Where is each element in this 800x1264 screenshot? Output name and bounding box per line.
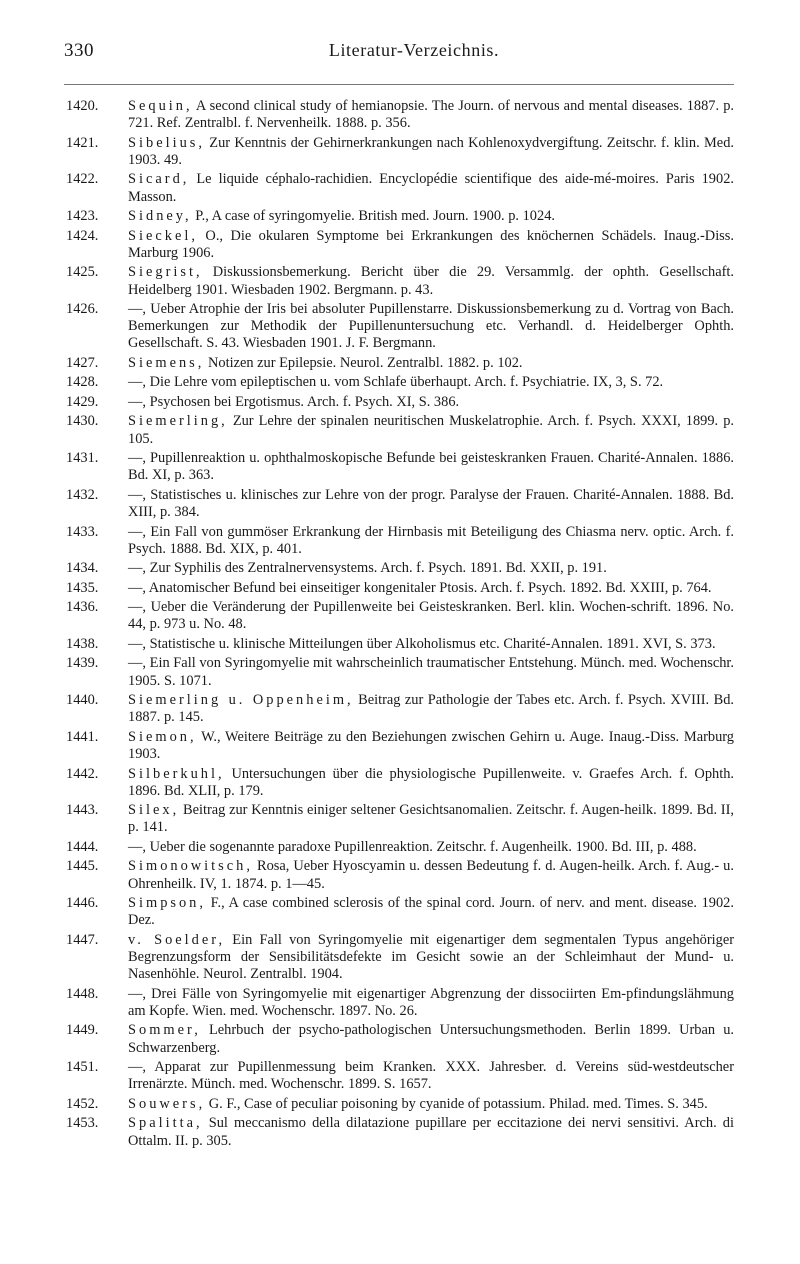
- entry-author: Souwers,: [128, 1095, 206, 1112]
- entry-text: —, Ein Fall von Syringomyelie mit wahrscheinlich traumatischer Entstehung. Münch. med. Wochenschr. 1905. S. 1071.: [128, 655, 734, 689]
- bibliography-entry: [66, 1059, 734, 1093]
- bibliography-entry: [66, 1022, 734, 1056]
- entry-number: 1453.: [66, 1115, 99, 1132]
- entry-text: —, Statistische u. klinische Mitteilungen über Alkoholismus etc. Charité-Annalen. 1891. XVI, S. 373.: [128, 635, 716, 652]
- entry-text: —, Apparat zur Pupillenmessung beim Kranken. XXX. Jahresber. d. Vereins süd-westdeutscher Irrenärzte. Münch. med. Wochenschr. 1899. S. 1657.: [128, 1059, 734, 1093]
- bibliography-entry: [66, 135, 734, 169]
- entry-number: 1434.: [66, 560, 99, 577]
- bibliography-entry: [66, 1096, 734, 1113]
- entry-number: 1425.: [66, 264, 99, 281]
- entry-number: 1441.: [66, 728, 99, 745]
- entry-text: —, Die Lehre vom epileptischen u. vom Schlafe überhaupt. Arch. f. Psychiatrie. IX, 3, S. 72.: [128, 374, 664, 391]
- entry-number: 1443.: [66, 802, 99, 819]
- entry-text: Diskussionsbemerkung. Bericht über die 29. Versammlg. der ophth. Gesellschaft. Heidelberg 1901. Wiesbaden 1902. Bergmann. p. 43.: [128, 264, 734, 298]
- header-rule: [64, 84, 734, 85]
- bibliography-entry: [66, 802, 734, 836]
- entry-number: 1445.: [66, 858, 99, 875]
- entry-number: 1447.: [66, 931, 99, 948]
- bibliography-entry: [66, 986, 734, 1020]
- entry-text: Beitrag zur Kenntnis einiger seltener Gesichtsanomalien. Zeitschr. f. Augen-heilk. 1899. Bd. II, p. 141.: [128, 802, 734, 836]
- entry-text: Lehrbuch der psycho-pathologischen Untersuchungsmethoden. Berlin 1899. Urban u. Schwarzenberg.: [128, 1022, 734, 1056]
- entry-author: Siemon,: [128, 728, 197, 745]
- entry-author: Siemerling,: [128, 413, 228, 430]
- bibliography-entry: [66, 636, 734, 653]
- entry-number: 1424.: [66, 227, 99, 244]
- bibliography-entry: [66, 932, 734, 984]
- entry-author: Sicard,: [128, 171, 190, 188]
- entry-text: —, Pupillenreaktion u. ophthalmoskopische Befunde bei geisteskranken Frauen. Charité-Annalen. 1886. Bd. XI, p. 363.: [128, 450, 734, 484]
- bibliography-entry: [66, 394, 734, 411]
- bibliography-list: [66, 98, 734, 1152]
- bibliography-entry: [66, 208, 734, 225]
- entry-author: Silex,: [128, 802, 180, 819]
- entry-text: F., A case combined sclerosis of the spinal cord. Journ. of nerv. and ment. disease. 1902. Dez.: [128, 895, 734, 929]
- entry-text: —, Statistisches u. klinisches zur Lehre von der progr. Paralyse der Frauen. Charité-Annalen. 1888. Bd. XIII, p. 384.: [128, 486, 734, 521]
- entry-text: Rosa, Ueber Hyoscyamin u. dessen Bedeutung f. d. Augen-heilk. Arch. f. Aug.- u. Ohrenheilk. IV, 1. 1874. p. 1—45.: [128, 858, 734, 892]
- entry-number: 1423.: [66, 208, 99, 225]
- bibliography-entry: [66, 171, 734, 205]
- bibliography-entry: [66, 98, 734, 132]
- entry-number: 1428.: [66, 374, 99, 391]
- bibliography-entry: [66, 264, 734, 298]
- bibliography-entry: [66, 766, 734, 800]
- entry-number: 1444.: [66, 838, 99, 855]
- entry-text: Notizen zur Epilepsie. Neurol. Zentralbl. 1882. p. 102.: [207, 354, 523, 371]
- bibliography-entry: [66, 560, 734, 577]
- entry-text: Le liquide céphalo-rachidien. Encyclopédie scientifique des aide-mé-moires. Paris 1902. Masson.: [128, 171, 734, 205]
- entry-text: Sul meccanismo della dilatazione pupillare per eccitazione dei nervi sensitivi. Arch. di Ottalm. II. p. 305.: [128, 1115, 734, 1149]
- entry-author: Spalitta,: [128, 1115, 203, 1132]
- entry-text: —, Ein Fall von gummöser Erkrankung der Hirnbasis mit Beteiligung des Chiasma nerv. optic. Arch. f. Psych. 1888. Bd. XIX, p. 401.: [128, 523, 734, 557]
- entry-author: Sibelius,: [128, 134, 205, 151]
- entry-author: Siemens,: [128, 354, 205, 371]
- entry-text: Zur Lehre der spinalen neuritischen Muskelatrophie. Arch. f. Psych. XXXI, 1899. p. 105.: [128, 413, 734, 447]
- bibliography-entry: [66, 692, 734, 726]
- entry-author: Siemerling u. Oppenheim,: [128, 692, 354, 709]
- entry-number: 1431.: [66, 450, 99, 467]
- entry-text: —, Ueber die Veränderung der Pupillenweite bei Geisteskranken. Berl. klin. Wochen-schrift. 1896. No. 44, p. 973 u. No. 48.: [128, 599, 734, 633]
- bibliography-entry: [66, 729, 734, 763]
- running-title: Literatur-Verzeichnis.: [328, 40, 500, 60]
- entry-number: 1433.: [66, 523, 99, 540]
- entry-number: 1446.: [66, 895, 99, 912]
- entry-number: 1429.: [66, 393, 99, 410]
- bibliography-entry: [66, 599, 734, 633]
- entry-text: —, Zur Syphilis des Zentralnervensystems. Arch. f. Psych. 1891. Bd. XXII, p. 191.: [128, 560, 607, 577]
- entry-text: P., A case of syringomyelie. British med. Journ. 1900. p. 1024.: [195, 208, 555, 225]
- entry-number: 1451.: [66, 1059, 99, 1076]
- entry-author: v. Soelder,: [128, 931, 226, 948]
- entry-number: 1435.: [66, 579, 99, 596]
- bibliography-entry: [66, 655, 734, 689]
- bibliography-entry: [66, 580, 734, 597]
- entry-number: 1430.: [66, 413, 99, 430]
- bibliography-entry: [66, 301, 734, 353]
- entry-number: 1440.: [66, 692, 99, 709]
- bibliography-entry: [66, 839, 734, 856]
- bibliography-entry: [66, 1115, 734, 1149]
- entry-text: G. F., Case of peculiar poisoning by cyanide of potassium. Philad. med. Times. S. 345.: [208, 1095, 708, 1112]
- entry-author: Sieckel,: [128, 227, 198, 244]
- entry-text: O., Die okularen Symptome bei Erkrankungen des knöchernen Schädels. Inaug.-Diss. Marburg 1906.: [128, 227, 734, 261]
- bibliography-entry: [66, 858, 734, 892]
- bibliography-entry: [66, 895, 734, 929]
- bibliography-entry: [66, 450, 734, 484]
- entry-text: —, Ueber Atrophie der Iris bei absoluter Pupillenstarre. Diskussionsbemerkung zu d. Vortrag von Bach. Bemerkungen zur Methodik der Pupillenuntersuchung etc. Verhandl. d. Heidelberger Ophth. Gesellschaft. S. 43. Wiesbaden 1901. J. F. Bergmann.: [128, 301, 734, 352]
- entry-number: 1449.: [66, 1022, 99, 1039]
- entry-number: 1438.: [66, 635, 99, 652]
- entry-number: 1439.: [66, 655, 99, 672]
- entry-number: 1436.: [66, 599, 99, 616]
- entry-author: Sequin,: [128, 98, 193, 114]
- entry-number: 1422.: [66, 171, 99, 188]
- bibliography-entry: [66, 487, 734, 521]
- entry-number: 1442.: [66, 765, 99, 782]
- entry-author: Simpson,: [128, 895, 206, 912]
- entry-text: W., Weitere Beiträge zu den Beziehungen zwischen Gehirn u. Auge. Inaug.-Diss. Marburg 1903.: [128, 728, 734, 763]
- entry-text: Ein Fall von Syringomyelie mit eigenartiger dem segmentalen Typus angehöriger Begrenzungsform der Sensibilitätsdefekte im Gesicht sowie an der Schleimhaut der Mund- u. Nasenhöhle. Neurol. Zentralbl. 1904.: [128, 931, 735, 983]
- bibliography-entry: [66, 413, 734, 447]
- entry-author: Simonowitsch,: [128, 858, 253, 875]
- entry-author: Sidney,: [128, 208, 192, 225]
- entry-text: Zur Kenntnis der Gehirnerkrankungen nach Kohlenoxydvergiftung. Zeitschr. f. klin. Med. 1903. 49.: [128, 134, 734, 168]
- entry-text: Beitrag zur Pathologie der Tabes etc. Arch. f. Psych. XVIII. Bd. 1887. p. 145.: [128, 692, 734, 726]
- entry-text: —, Ueber die sogenannte paradoxe Pupillenreaktion. Zeitschr. f. Augenheilk. 1900. Bd. III, p. 488.: [128, 838, 697, 855]
- entry-number: 1427.: [66, 354, 99, 371]
- entry-author: Sommer,: [128, 1022, 201, 1039]
- entry-text: —, Psychosen bei Ergotismus. Arch. f. Psych. XI, S. 386.: [128, 393, 460, 410]
- entry-number: 1448.: [66, 985, 99, 1002]
- entry-text: —, Drei Fälle von Syringomyelie mit eigenartiger Abgrenzung der dissociirten Em-pfindungslähmung am Kopfe. Wien. med. Wochenschr. 1897. No. 26.: [128, 985, 734, 1019]
- entry-text: —, Anatomischer Befund bei einseitiger kongenitaler Ptosis. Arch. f. Psych. 1892. Bd. XXIII, p. 764.: [128, 579, 712, 596]
- page-number: 330: [64, 40, 94, 61]
- entry-number: 1421.: [66, 134, 99, 151]
- bibliography-entry: [66, 374, 734, 391]
- entry-text: Untersuchungen über die physiologische Pupillenweite. v. Graefes Arch. f. Ophth. 1896. Bd. XLII, p. 179.: [128, 765, 734, 799]
- entry-number: 1452.: [66, 1095, 99, 1112]
- entry-number: 1432.: [66, 486, 99, 503]
- entry-number: 1420.: [66, 98, 99, 114]
- bibliography-entry: [66, 228, 734, 262]
- entry-number: 1426.: [66, 301, 99, 318]
- entry-author: Siegrist,: [128, 264, 203, 281]
- bibliography-entry: [66, 524, 734, 558]
- entry-text: A second clinical study of hemianopsie. The Journ. of nervous and mental diseases. 1887. p. 721. Ref. Zentralbl. f. Nervenheilk. 1888. p. 356.: [128, 98, 734, 132]
- bibliography-entry: [66, 355, 734, 372]
- page-header: [64, 40, 724, 70]
- entry-author: Silberkuhl,: [128, 765, 225, 782]
